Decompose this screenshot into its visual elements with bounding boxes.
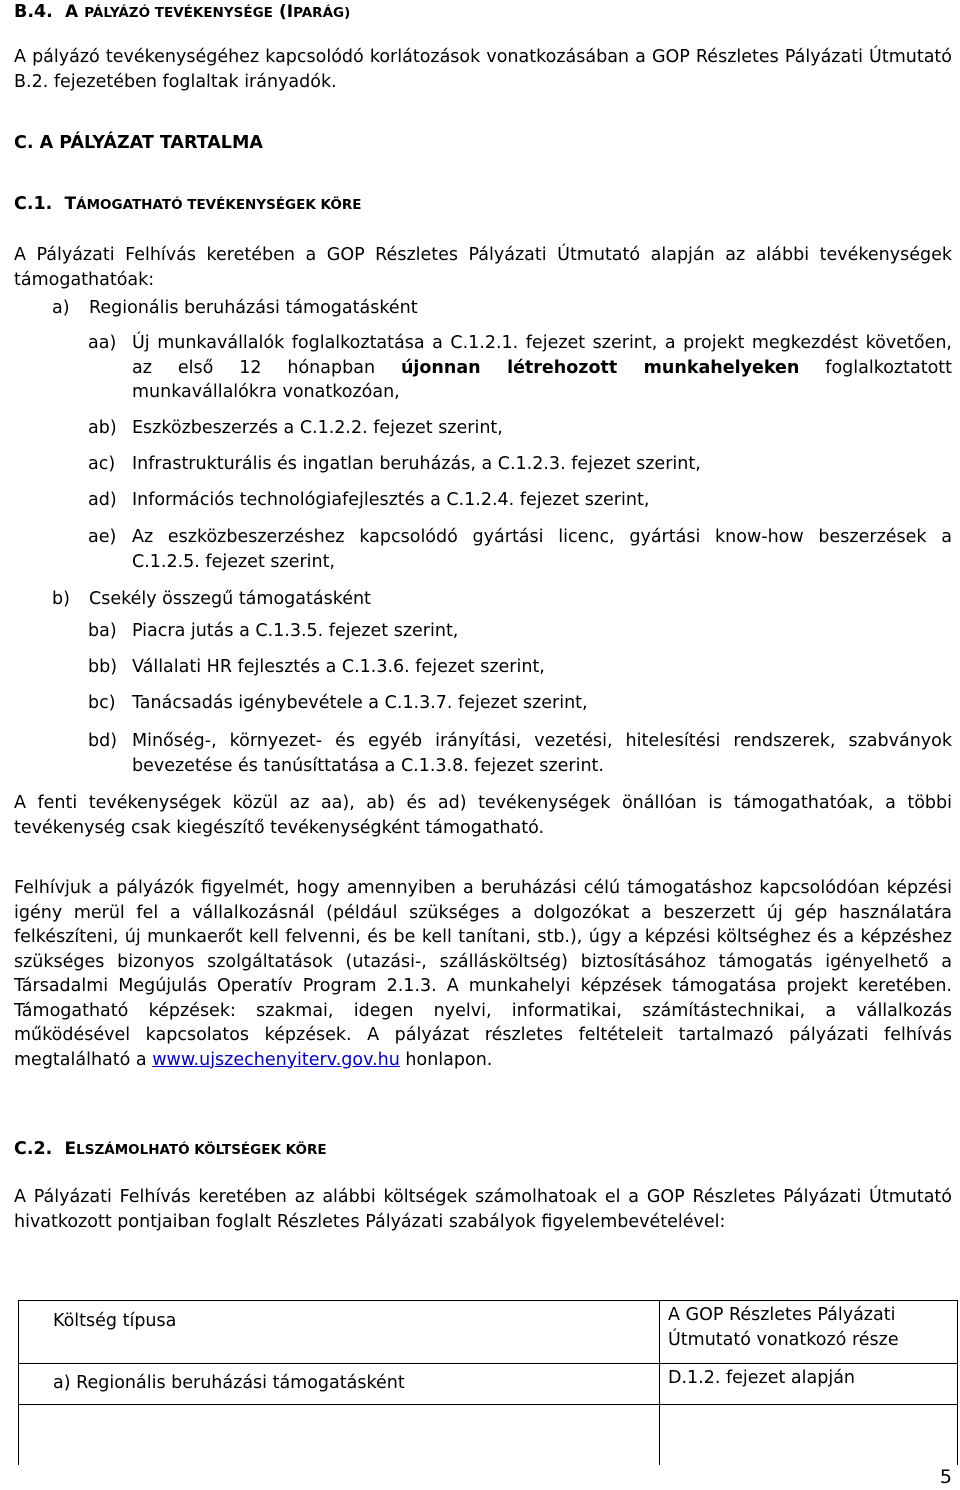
list-item-ad: ad) Információs technológiafejlesztés a C.1.2.4. fejezet szerint,: [88, 490, 650, 510]
cost-table: [18, 1300, 958, 1465]
list-item-bb: bb) Vállalati HR fejlesztés a C.1.3.6. fejezet szerint,: [88, 657, 545, 677]
heading-c1: C.1. TÁMOGATHATÓ TEVÉKENYSÉGEK KÖRE: [14, 194, 362, 214]
paragraph-felhivjuk: Felhívjuk a pályázók figyelmét, hogy amennyiben a beruházási célú támogatáshoz kapcsolódóan képzési igény merül fel a vállalkozásnál (például szükséges a dolgozókat a beszerzett új gép használatára felkészíteni, új munkaerőt kell felvenni, és be kell tanítani, stb.), úgy a képzési költséghez és a képzéshez szükséges bizonyos szolgáltatások (utazási-, szállásköltség) biztosításához támogatás igényelhető a Társadalmi Megújulás Operatív Program 2.1.3. A munkahelyi képzések támogatása projekt keretében. Támogatható képzések: szakmai, idegen nyelvi, informatikai, számítástechnikai, a vállalkozás működésével kapcsolatos képzések. A pályázat részletes feltételeit tartalmazó pályázati felhívás megtalálható a www.ujszechenyiterv.gov.hu honlapon.: [14, 878, 952, 1070]
list-item-aa: aa) Új munkavállalók foglalkoztatása a C.1.2.1. fejezet szerint, a projekt megkezdést követően, az első 12 hónapban újonnan létrehozott munkahelyeken foglalkoztatott munkavállalókra vonatkozóan,: [88, 333, 952, 402]
list-item-ba: ba) Piacra jutás a C.1.3.5. fejezet szerint,: [88, 621, 459, 641]
paragraph-c1: A Pályázati Felhívás keretében a GOP Részletes Pályázati Útmutató alapján az alábbi tevékenységek támogathatóak:: [14, 245, 952, 290]
paragraph-c2: A Pályázati Felhívás keretében az alábbi költségek számolhatoak el a GOP Részletes Pályázati Útmutató hivatkozott pontjaiban foglalt Részletes Pályázati szabályok figyelembevételével:: [14, 1187, 952, 1232]
list-item-ab: ab) Eszközbeszerzés a C.1.2.2. fejezet szerint,: [88, 418, 503, 438]
table-row: [19, 1405, 958, 1466]
paragraph-fenti: A fenti tevékenységek közül az aa), ab) és ad) tevékenységek önállóan is támogathatóak, a többi tevékenység csak kiegészítő tevékenységként támogatható.: [14, 793, 952, 838]
list-item-ae: ae) Az eszközbeszerzéshez kapcsolódó gyártási licenc, gyártási know-how beszerzések a C.1.2.5. fejezet szerint,: [88, 527, 952, 572]
table-cell: a) Regionális beruházási támogatásként: [19, 1364, 660, 1405]
website-link[interactable]: www.ujszechenyiterv.gov.hu: [152, 1049, 400, 1070]
list-item-a: a) Regionális beruházási támogatásként: [52, 298, 418, 318]
heading-c2: C.2. ELSZÁMOLHATÓ KÖLTSÉGEK KÖRE: [14, 1139, 327, 1159]
list-item-ac: ac) Infrastrukturális és ingatlan beruházás, a C.1.2.3. fejezet szerint,: [88, 454, 701, 474]
list-item-bd: bd) Minőség-, környezet- és egyéb irányítási, vezetési, hitelesítési rendszerek, szabványok bevezetése és tanúsíttatása a C.1.3.8. fejezet szerint.: [88, 731, 952, 776]
table-header-cell: A GOP Részletes Pályázati Útmutató vonatkozó része: [660, 1301, 958, 1364]
table-header-row: [19, 1301, 958, 1364]
heading-b4: B.4. A PÁLYÁZÓ TEVÉKENYSÉGE (IPARÁG): [14, 2, 351, 22]
list-item-b: b) Csekély összegű támogatásként: [52, 589, 371, 609]
table-row: [19, 1364, 958, 1405]
table-cell: D.1.2. fejezet alapján: [660, 1364, 958, 1405]
paragraph-b4: A pályázó tevékenységéhez kapcsolódó korlátozások vonatkozásában a GOP Részletes Pályázati Útmutató B.2. fejezetében foglaltak irányadók.: [14, 47, 952, 92]
list-item-bc: bc) Tanácsadás igénybevétele a C.1.3.7. fejezet szerint,: [88, 693, 588, 713]
table-header-cell: Költség típusa: [19, 1301, 660, 1364]
heading-c: C. A PÁLYÁZAT TARTALMA: [14, 133, 263, 153]
page-number: 5: [939, 1466, 952, 1488]
